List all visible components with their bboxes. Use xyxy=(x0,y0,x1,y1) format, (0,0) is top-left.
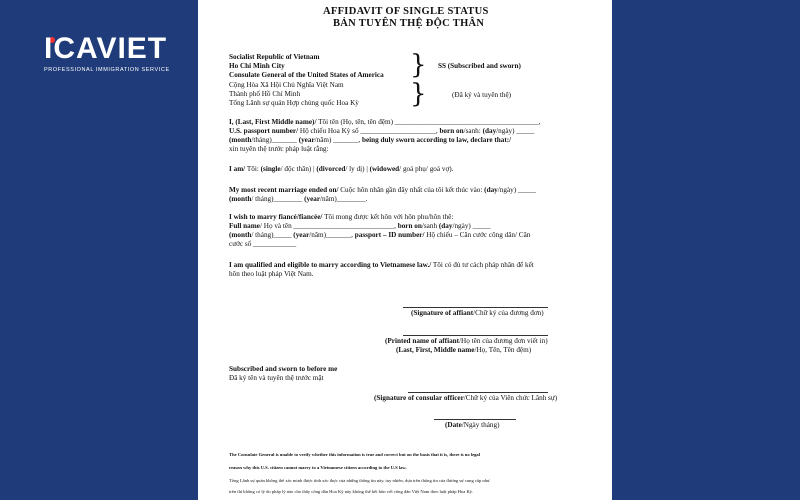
header-vi-1: Cộng Hòa Xã Hội Chủ Nghĩa Việt Nam xyxy=(229,81,344,89)
signature-affiant-line xyxy=(403,307,548,308)
signature-affiant-label: (Signature of affiant/Chữ ký của đương đơn) xyxy=(411,309,544,317)
printed-name-line xyxy=(403,335,548,336)
p1-line3: (month/tháng)_______ (year/năm) _______, being duly sworn according to law, declare that:/ xyxy=(229,136,512,144)
printed-name-order: (Last, First, Middle name/Họ, Tên, Tên đệm) xyxy=(396,346,532,354)
sworn-en: Subscribed and sworn to before me xyxy=(229,365,338,373)
header-vi-3: Tổng Lãnh sự quán Hợp chủng quốc Hoa Kỳ xyxy=(229,99,359,107)
p3-line2: (month/ tháng)________ (year/năm)________. xyxy=(229,195,368,203)
p4-line3: (month/ tháng)_____ (year/năm)_______, passport – ID number/ Hộ chiếu – Căn cước công dân/ Căn xyxy=(229,231,531,239)
brace-en: } xyxy=(410,50,427,80)
date-line xyxy=(434,419,516,420)
header-en-1: Socialist Republic of Vietnam xyxy=(229,53,320,61)
consular-signature-label: (Signature of consular officer/Chữ ký của Viên chức Lãnh sự) xyxy=(374,394,558,402)
p4-line1: I wish to marry fiancé/fiancée/ Tôi mong được kết hôn với hôn phu/hôn thê: xyxy=(229,213,454,221)
p1-line1: I, (Last, First Middle name)/ Tôi tên (Họ, tên, tên đệm) ________________________________________, xyxy=(229,118,541,126)
title-vi: BẢN TUYÊN THỆ ĐỘC THÂN xyxy=(333,18,485,29)
note-en-2: reason why this U.S. citizen cannot marry to a Vietnamese citizen according to the U.S law. xyxy=(229,465,407,470)
p1-line4: xin tuyên thệ trước pháp luật rằng: xyxy=(229,145,329,153)
p2-marital-status: I am/ Tôi: (single/ độc thân) | (divorced/ ly dị) | (widowed/ goá phụ/ goá vợ). xyxy=(229,165,454,173)
header-vi-2: Thành phố Hồ Chí Minh xyxy=(229,90,301,98)
logo-text: ICAVIET xyxy=(44,32,168,65)
printed-name-label: (Printed name of affiant/Họ tên của đương đơn viết in) xyxy=(385,337,548,345)
header-en-2: Ho Chi Minh City xyxy=(229,62,285,70)
note-vi-1: Tổng Lãnh sự quán không thể xác minh được tính xác thực của những thông tin này, tuy nhiên, dựa trên thông tin của đương sự cung cấp như xyxy=(229,478,490,483)
note-en-1: The Consulate General is unable to verify whether this information is true and correct but on the basis that it is, there is no legal xyxy=(229,452,480,457)
p5-line2: hôn theo luật pháp Việt Nam. xyxy=(229,270,314,278)
p3-line1: My most recent marriage ended on/ Cuộc hôn nhân gần đây nhất của tôi kết thúc vào: (day/ngày) _____ xyxy=(229,186,536,194)
consular-signature-line xyxy=(408,392,548,393)
header-en-3: Consulate General of the United States of America xyxy=(229,71,384,79)
note-vi-2: trên thì không có lý do pháp lý nào cho thấy công dân Hoa Kỳ này không thể kết hôn với công dân Việt Nam theo luật pháp Hoa Kỳ. xyxy=(229,489,474,494)
date-label: (Date/Ngày tháng) xyxy=(445,421,500,429)
ss-en: SS (Subscribed and sworn) xyxy=(438,62,521,70)
logo-subtitle: PROFESSIONAL IMMIGRATION SERVICE xyxy=(44,67,170,73)
p4-line2: Full name/ Họ và tên ____________________________, born on/sanh (day/ngày) _____ xyxy=(229,222,491,230)
brace-vi: } xyxy=(410,79,427,109)
p4-line4: cước số ____________ xyxy=(229,240,297,248)
affidavit-document xyxy=(198,0,612,500)
p1-line2: U.S. passport number/ Hộ chiếu Hoa Kỳ số _____________________, born on/sanh: (day/ngày) _____ xyxy=(229,127,535,135)
p5-line1: I am qualified and eligible to marry according to Vietnamese law./ Tôi có đủ tư cách pháp nhân để kết xyxy=(229,261,534,269)
ss-vi: (Đã ký và tuyên thệ) xyxy=(452,91,512,99)
sworn-vi: Đã ký tên và tuyên thệ trước mặt xyxy=(229,374,324,382)
title-en: AFFIDAVIT OF SINGLE STATUS xyxy=(323,6,489,17)
